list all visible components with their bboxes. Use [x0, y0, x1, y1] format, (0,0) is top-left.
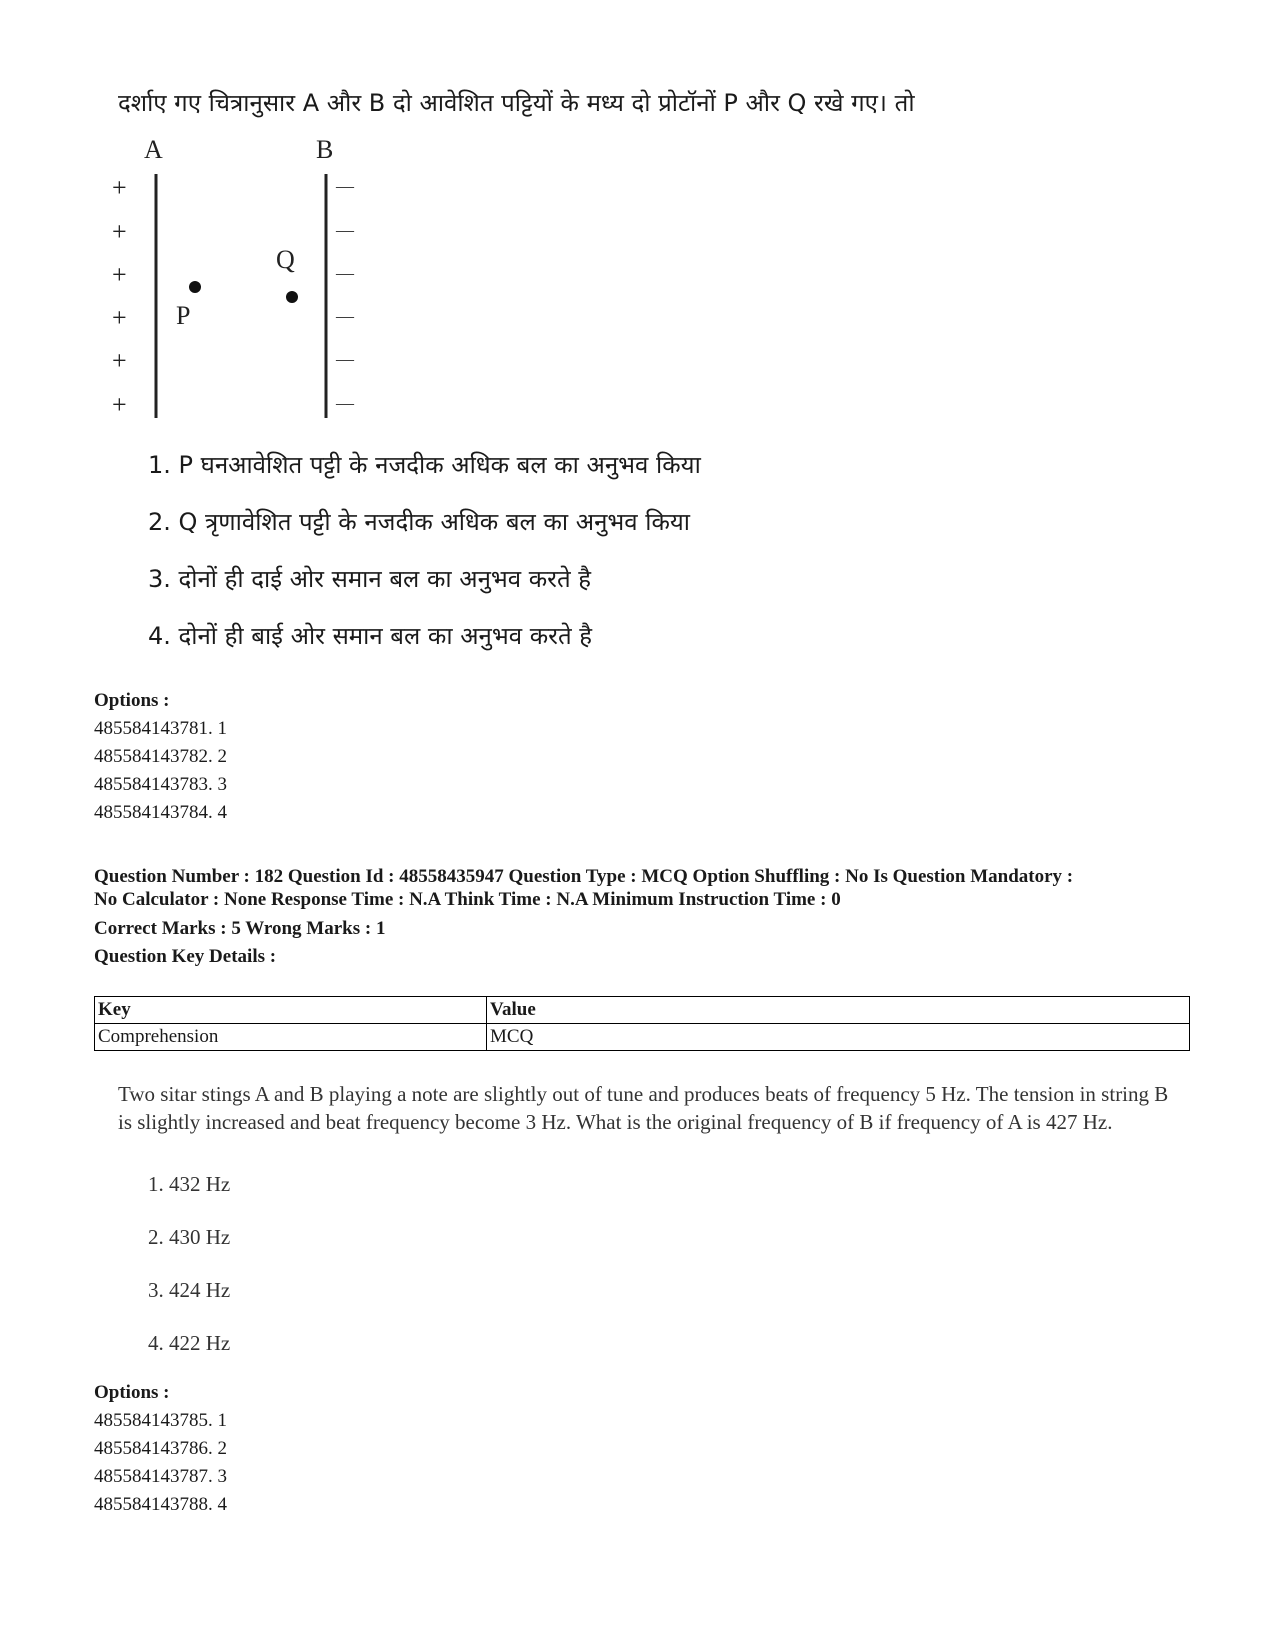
proton-p-label: P: [176, 301, 191, 330]
plus-sign: +: [112, 303, 127, 332]
question-2-text: Two sitar stings A and B playing a note are slightly out of tune and produces beats of frequency 5 Hz. The tension in string B is slightly increased and beat frequency become 3 Hz. What is the original frequency of B if frequency of A is 427 Hz.: [118, 1082, 1169, 1134]
option-id: 485584143783. 3: [94, 774, 227, 795]
option-id: 485584143781. 1: [94, 718, 227, 739]
question-1-choice: 1. P घनआवेशित पट्टी के नजदीक अधिक बल का अनुभव किया: [148, 451, 701, 479]
option-id: 485584143786. 2: [94, 1438, 227, 1459]
question-2-choice: 1. 432 Hz: [148, 1172, 231, 1196]
plus-sign: +: [112, 346, 127, 375]
question-1-choice: 3. दोनों ही दाई ओर समान बल का अनुभव करते है: [148, 565, 592, 593]
key-details-heading: Question Key Details :: [94, 946, 277, 967]
plus-sign: +: [112, 390, 127, 419]
minus-sign: —: [336, 263, 354, 283]
proton-p-dot: [189, 281, 201, 293]
option-id: 485584143784. 4: [94, 802, 227, 823]
question-1-choice: 4. दोनों ही बाई ओर समान बल का अनुभव करते है: [148, 622, 592, 650]
minus-sign: —: [336, 349, 354, 369]
proton-q-dot: [286, 291, 298, 303]
minus-sign: —: [336, 393, 354, 413]
question-meta-line: No Calculator : None Response Time : N.A Think Time : N.A Minimum Instruction Time : 0: [94, 889, 841, 910]
option-id: 485584143787. 3: [94, 1466, 227, 1487]
charged-plates-diagram: [100, 130, 400, 434]
key-details-table: [94, 996, 1190, 1051]
question-meta-line: Question Number : 182 Question Id : 48558435947 Question Type : MCQ Option Shuffling : No Is Question Mandatory :: [94, 866, 1074, 887]
question-2-choice: 2. 430 Hz: [148, 1225, 231, 1249]
question-2-choice: 3. 424 Hz: [148, 1278, 231, 1302]
minus-sign: —: [336, 176, 354, 196]
option-id: 485584143785. 1: [94, 1410, 227, 1431]
table-header-cell: Value: [487, 997, 1190, 1024]
options-heading: Options :: [94, 1382, 170, 1403]
option-id: 485584143782. 2: [94, 746, 227, 767]
marks-line: Correct Marks : 5 Wrong Marks : 1: [94, 918, 386, 939]
proton-q-label: Q: [276, 245, 295, 274]
plus-sign: +: [112, 173, 127, 202]
plus-sign: +: [112, 217, 127, 246]
options-heading: Options :: [94, 690, 170, 711]
minus-sign: —: [336, 306, 354, 326]
plate-a-label: A: [144, 135, 163, 164]
question-1-choice: 2. Q त्रृणावेशित पट्टी के नजदीक अधिक बल का अनुभव किया: [148, 508, 691, 536]
table-header-row: [95, 997, 1190, 1024]
table-cell: Comprehension: [95, 1024, 487, 1051]
option-id: 485584143788. 4: [94, 1494, 227, 1515]
table-header-cell: Key: [95, 997, 487, 1024]
question-2-choice: 4. 422 Hz: [148, 1331, 231, 1355]
table-cell: MCQ: [487, 1024, 1190, 1051]
question-1-text: दर्शाए गए चित्रानुसार A और B दो आवेशित पट्टियों के मध्य दो प्रोटॉनों P और Q रखे गए। तो: [118, 89, 915, 117]
minus-sign: —: [336, 220, 354, 240]
plate-b-label: B: [316, 135, 334, 164]
table-row: [95, 1024, 1190, 1051]
plus-sign: +: [112, 260, 127, 289]
